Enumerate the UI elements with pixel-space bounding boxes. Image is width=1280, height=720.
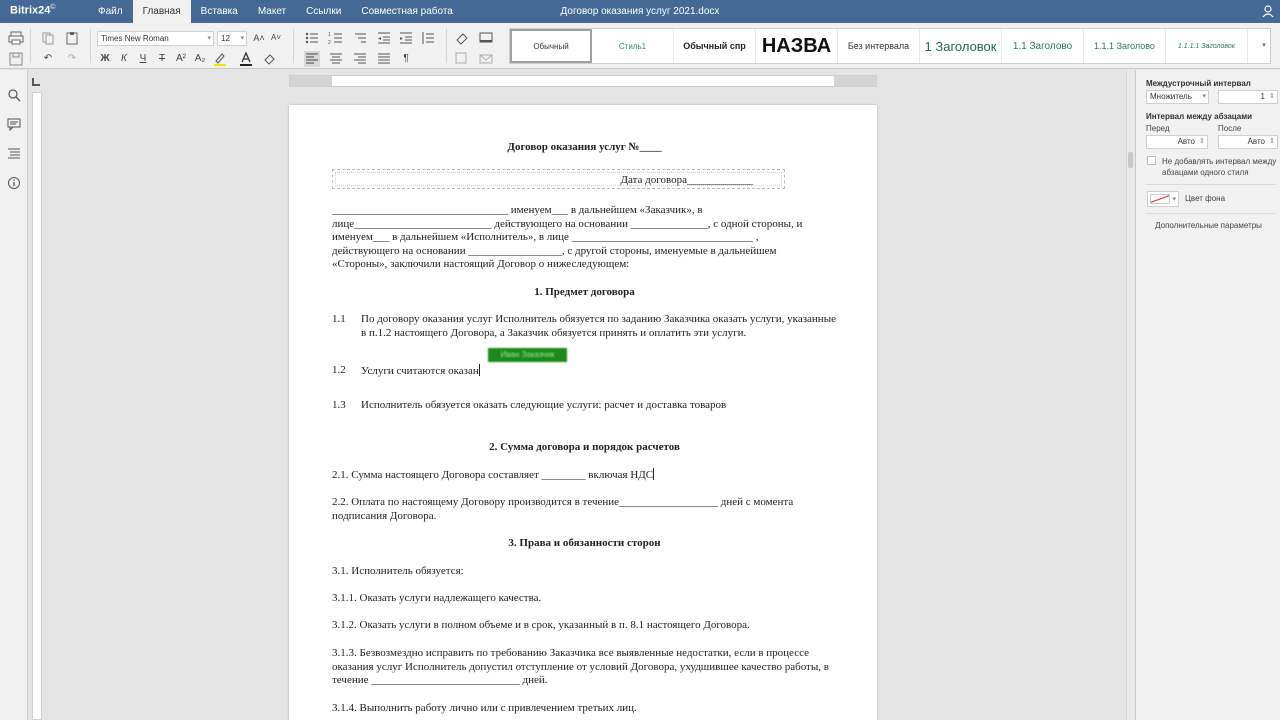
shading-icon[interactable] (478, 30, 494, 46)
style-title[interactable]: НАЗВА (756, 29, 838, 63)
font-name-value: Times New Roman (101, 34, 169, 43)
document-title-heading: Договор оказания услуг №____ (507, 141, 662, 153)
collaborator-tag: Иван Заказчик (488, 348, 567, 362)
item-3-1-2: 3.1.2. Оказать услуги в полном объеме и в срок, указанный в п. 8.1 настоящего Договора. (332, 619, 750, 631)
collaborator-cursor (479, 364, 480, 376)
menu-references[interactable]: Ссылки (306, 6, 342, 17)
style-heading-1[interactable]: 1 Заголовок (920, 29, 1002, 63)
style-heading-3[interactable]: 1.1.1 Заголово (1084, 29, 1166, 63)
svg-text:2: 2 (328, 40, 331, 46)
search-icon[interactable] (7, 88, 21, 102)
section-3-heading: 3. Права и обязанности сторон (508, 537, 661, 549)
document-title: Договор оказания услуг 2021.docx (560, 6, 720, 17)
item-2-2: 2.2. Оплата по настоящему Договору производится в течение__________________ дней с момента подписания Договора. (332, 496, 794, 522)
item-3-1-3: 3.1.3. Безвозмездно исправить по требованию Заказчика все выявленные недостатки, если в процессе оказания услуг Исполнитель допустил отступление от условий Договора, ухудшившее качество работы, в течение ___________________________ дней. (332, 647, 829, 687)
menu-insert[interactable]: Вставка (200, 6, 238, 17)
spacing-after-input[interactable] (1218, 135, 1278, 149)
user-icon[interactable] (1262, 4, 1276, 18)
item-text: 2.1. Сумма настоящего Договора составляет ________ включая НДС (332, 469, 654, 481)
print-icon[interactable] (8, 30, 24, 46)
line-spacing-type-select[interactable] (1146, 90, 1209, 104)
background-color-label: Цвет фона (1185, 194, 1226, 203)
undo-icon[interactable]: ↶ (43, 53, 53, 64)
menu-collaboration[interactable]: Совместная работа (361, 6, 453, 17)
underline-button[interactable]: Ч (139, 53, 147, 64)
chevron-down-icon: ▾ (240, 35, 244, 42)
numbered-list-icon[interactable] (328, 30, 344, 46)
font-size-value: 12 (221, 34, 230, 43)
item-number: 1.2 (332, 364, 346, 376)
menu-layout[interactable]: Макет (257, 6, 287, 17)
align-center-icon[interactable] (328, 51, 344, 67)
item-text: Услуги считаются оказан (361, 365, 479, 377)
style-normal-ref[interactable]: Обычный спр (674, 29, 756, 63)
chevron-down-icon: ▾ (207, 35, 211, 42)
vertical-ruler[interactable] (32, 92, 42, 720)
stepper-icon[interactable]: ⇕ (1199, 138, 1205, 145)
grow-font-button[interactable]: A˄ (253, 33, 265, 43)
intro-line: ________________________________ именуем___ в дальнейшем «Заказчик», в (332, 204, 703, 216)
style-no-spacing[interactable]: Без интервала (838, 29, 920, 63)
item-3-1-4: 3.1.4. Выполнить работу лично или с привлечением третьих лиц. (332, 702, 637, 714)
chevron-down-icon[interactable]: ▾ (1262, 42, 1266, 49)
section-1-heading: 1. Предмет договора (534, 286, 635, 298)
multilevel-list-icon[interactable] (352, 30, 368, 46)
horizontal-ruler[interactable] (289, 75, 877, 87)
font-size-select[interactable] (217, 31, 247, 46)
intro-paragraph (332, 204, 837, 272)
item-3-1-1: 3.1.1. Оказать услуги надлежащего качества. (332, 592, 542, 604)
style-heading-2[interactable]: 1.1 Заголово (1002, 29, 1084, 63)
no-color-swatch (1150, 194, 1170, 204)
style-heading-4[interactable]: 1.1.1.1 Заголовок (1166, 29, 1248, 63)
no-spacing-same-style-checkbox[interactable] (1147, 156, 1156, 165)
bullet-list-icon[interactable] (304, 30, 320, 46)
decrease-indent-icon[interactable] (376, 30, 392, 46)
intro-line: именуем___ в дальнейшем «Исполнитель», в лице _________________________________ , (332, 231, 759, 244)
intro-line: «Стороны», заключили настоящий Договор о нижеследующем: (332, 258, 630, 271)
after-label: После (1218, 124, 1242, 133)
document-page[interactable] (289, 105, 877, 720)
item-3-1: 3.1. Исполнитель обязуется: (332, 565, 464, 577)
paste-icon[interactable] (64, 30, 80, 46)
background-color-picker[interactable] (1147, 191, 1179, 207)
line-spacing-type-value: Множитель (1150, 92, 1192, 101)
increase-indent-icon[interactable] (398, 30, 414, 46)
item-1-1 (332, 313, 837, 343)
stepper-icon[interactable]: ⇕ (1269, 138, 1275, 145)
spacing-before-value: Авто (1177, 137, 1195, 146)
title-bar (0, 0, 1280, 23)
paragraph-marks-icon[interactable]: ¶ (403, 53, 409, 64)
line-spacing-icon[interactable] (420, 30, 436, 46)
toolbar (0, 23, 1280, 69)
info-icon[interactable] (7, 176, 21, 190)
brand-mark: © (50, 4, 56, 11)
scroll-thumb[interactable] (1128, 152, 1133, 168)
chevron-down-icon: ▾ (1202, 93, 1206, 100)
style-normal[interactable]: Обычный (510, 29, 592, 63)
main-menu (88, 0, 463, 23)
redo-icon[interactable]: ↷ (67, 53, 77, 64)
paragraph-spacing-title: Интервал между абзацами (1146, 112, 1253, 121)
align-justify-icon[interactable] (376, 51, 392, 67)
superscript-button[interactable]: A² (176, 53, 186, 64)
advanced-settings-link[interactable]: Дополнительные параметры (1155, 221, 1262, 230)
no-spacing-same-style-label: Не добавлять интервал между абзацами одного стиля (1162, 157, 1277, 177)
style-custom-1[interactable]: Стиль1 (592, 29, 674, 63)
vertical-scrollbar[interactable] (1126, 70, 1134, 720)
tab-stop-selector[interactable] (32, 78, 40, 86)
line-spacing-value: 1 (1260, 92, 1265, 101)
copy-style-icon[interactable] (454, 51, 470, 67)
date-text-box[interactable] (332, 169, 785, 189)
line-spacing-title: Междустрочный интервал (1146, 79, 1251, 88)
font-color-icon[interactable] (238, 51, 254, 67)
italic-button[interactable]: К (121, 53, 127, 64)
item-number: 1.1 (332, 313, 346, 325)
svg-text:1: 1 (328, 32, 331, 38)
date-line: Дата договора____________ (335, 172, 782, 186)
copy-icon[interactable] (40, 30, 56, 46)
text-cursor (653, 468, 654, 480)
font-name-select[interactable] (97, 31, 214, 46)
intro-line: действующего на основании _________________, с другой стороны, именуемые в дальнейшем (332, 244, 777, 257)
style-gallery (509, 28, 1271, 64)
mail-merge-icon[interactable] (478, 51, 494, 67)
intro-line: лице_________________________ действующего на основании ______________, с одной стороны, и (332, 217, 803, 230)
grow-font-label: A (253, 33, 260, 43)
item-number: 1.3 (332, 399, 346, 411)
item-text: Исполнитель обязуется оказать следующие услуги: расчет и доставка товаров (361, 399, 727, 411)
stepper-icon[interactable]: ⇕ (1269, 93, 1275, 100)
subscript-button[interactable]: A₂ (194, 53, 206, 64)
menu-file[interactable]: Файл (98, 6, 123, 17)
shrink-font-button[interactable]: A˅ (270, 33, 281, 42)
menu-home[interactable]: Главная (133, 0, 191, 23)
eraser-icon[interactable] (454, 30, 470, 46)
shrink-font-label: A (270, 33, 277, 42)
navigation-icon[interactable] (7, 146, 21, 160)
align-right-icon[interactable] (352, 51, 368, 67)
clear-format-icon[interactable] (262, 51, 278, 67)
chevron-down-icon: ▾ (1172, 196, 1176, 203)
item-2-1 (332, 468, 837, 483)
align-left-icon[interactable] (304, 51, 320, 67)
paragraph-settings-panel (1135, 70, 1280, 720)
item-text-wrap (361, 364, 837, 379)
section-2-heading: 2. Сумма договора и порядок расчетов (489, 441, 680, 453)
highlight-icon[interactable] (212, 51, 228, 67)
save-icon[interactable] (8, 51, 24, 67)
strikethrough-button[interactable]: Т (158, 53, 166, 64)
spacing-before-input[interactable] (1146, 135, 1208, 149)
brand-logo[interactable] (10, 4, 56, 17)
line-spacing-value-input[interactable] (1218, 90, 1278, 104)
left-sidebar (0, 70, 28, 720)
before-label: Перед (1146, 124, 1170, 133)
comment-icon[interactable] (7, 117, 21, 131)
brand-name: Bitrix24 (10, 4, 51, 17)
item-text: По договору оказания услуг Исполнитель обязуется по заданию Заказчика оказать услуги, указанные в п.1.2 настоящего Договора, а Заказчик обязуется принять и оплатить эти услуги. (361, 313, 836, 339)
spacing-after-value: Авто (1247, 137, 1265, 146)
bold-button[interactable]: Ж (100, 53, 110, 64)
